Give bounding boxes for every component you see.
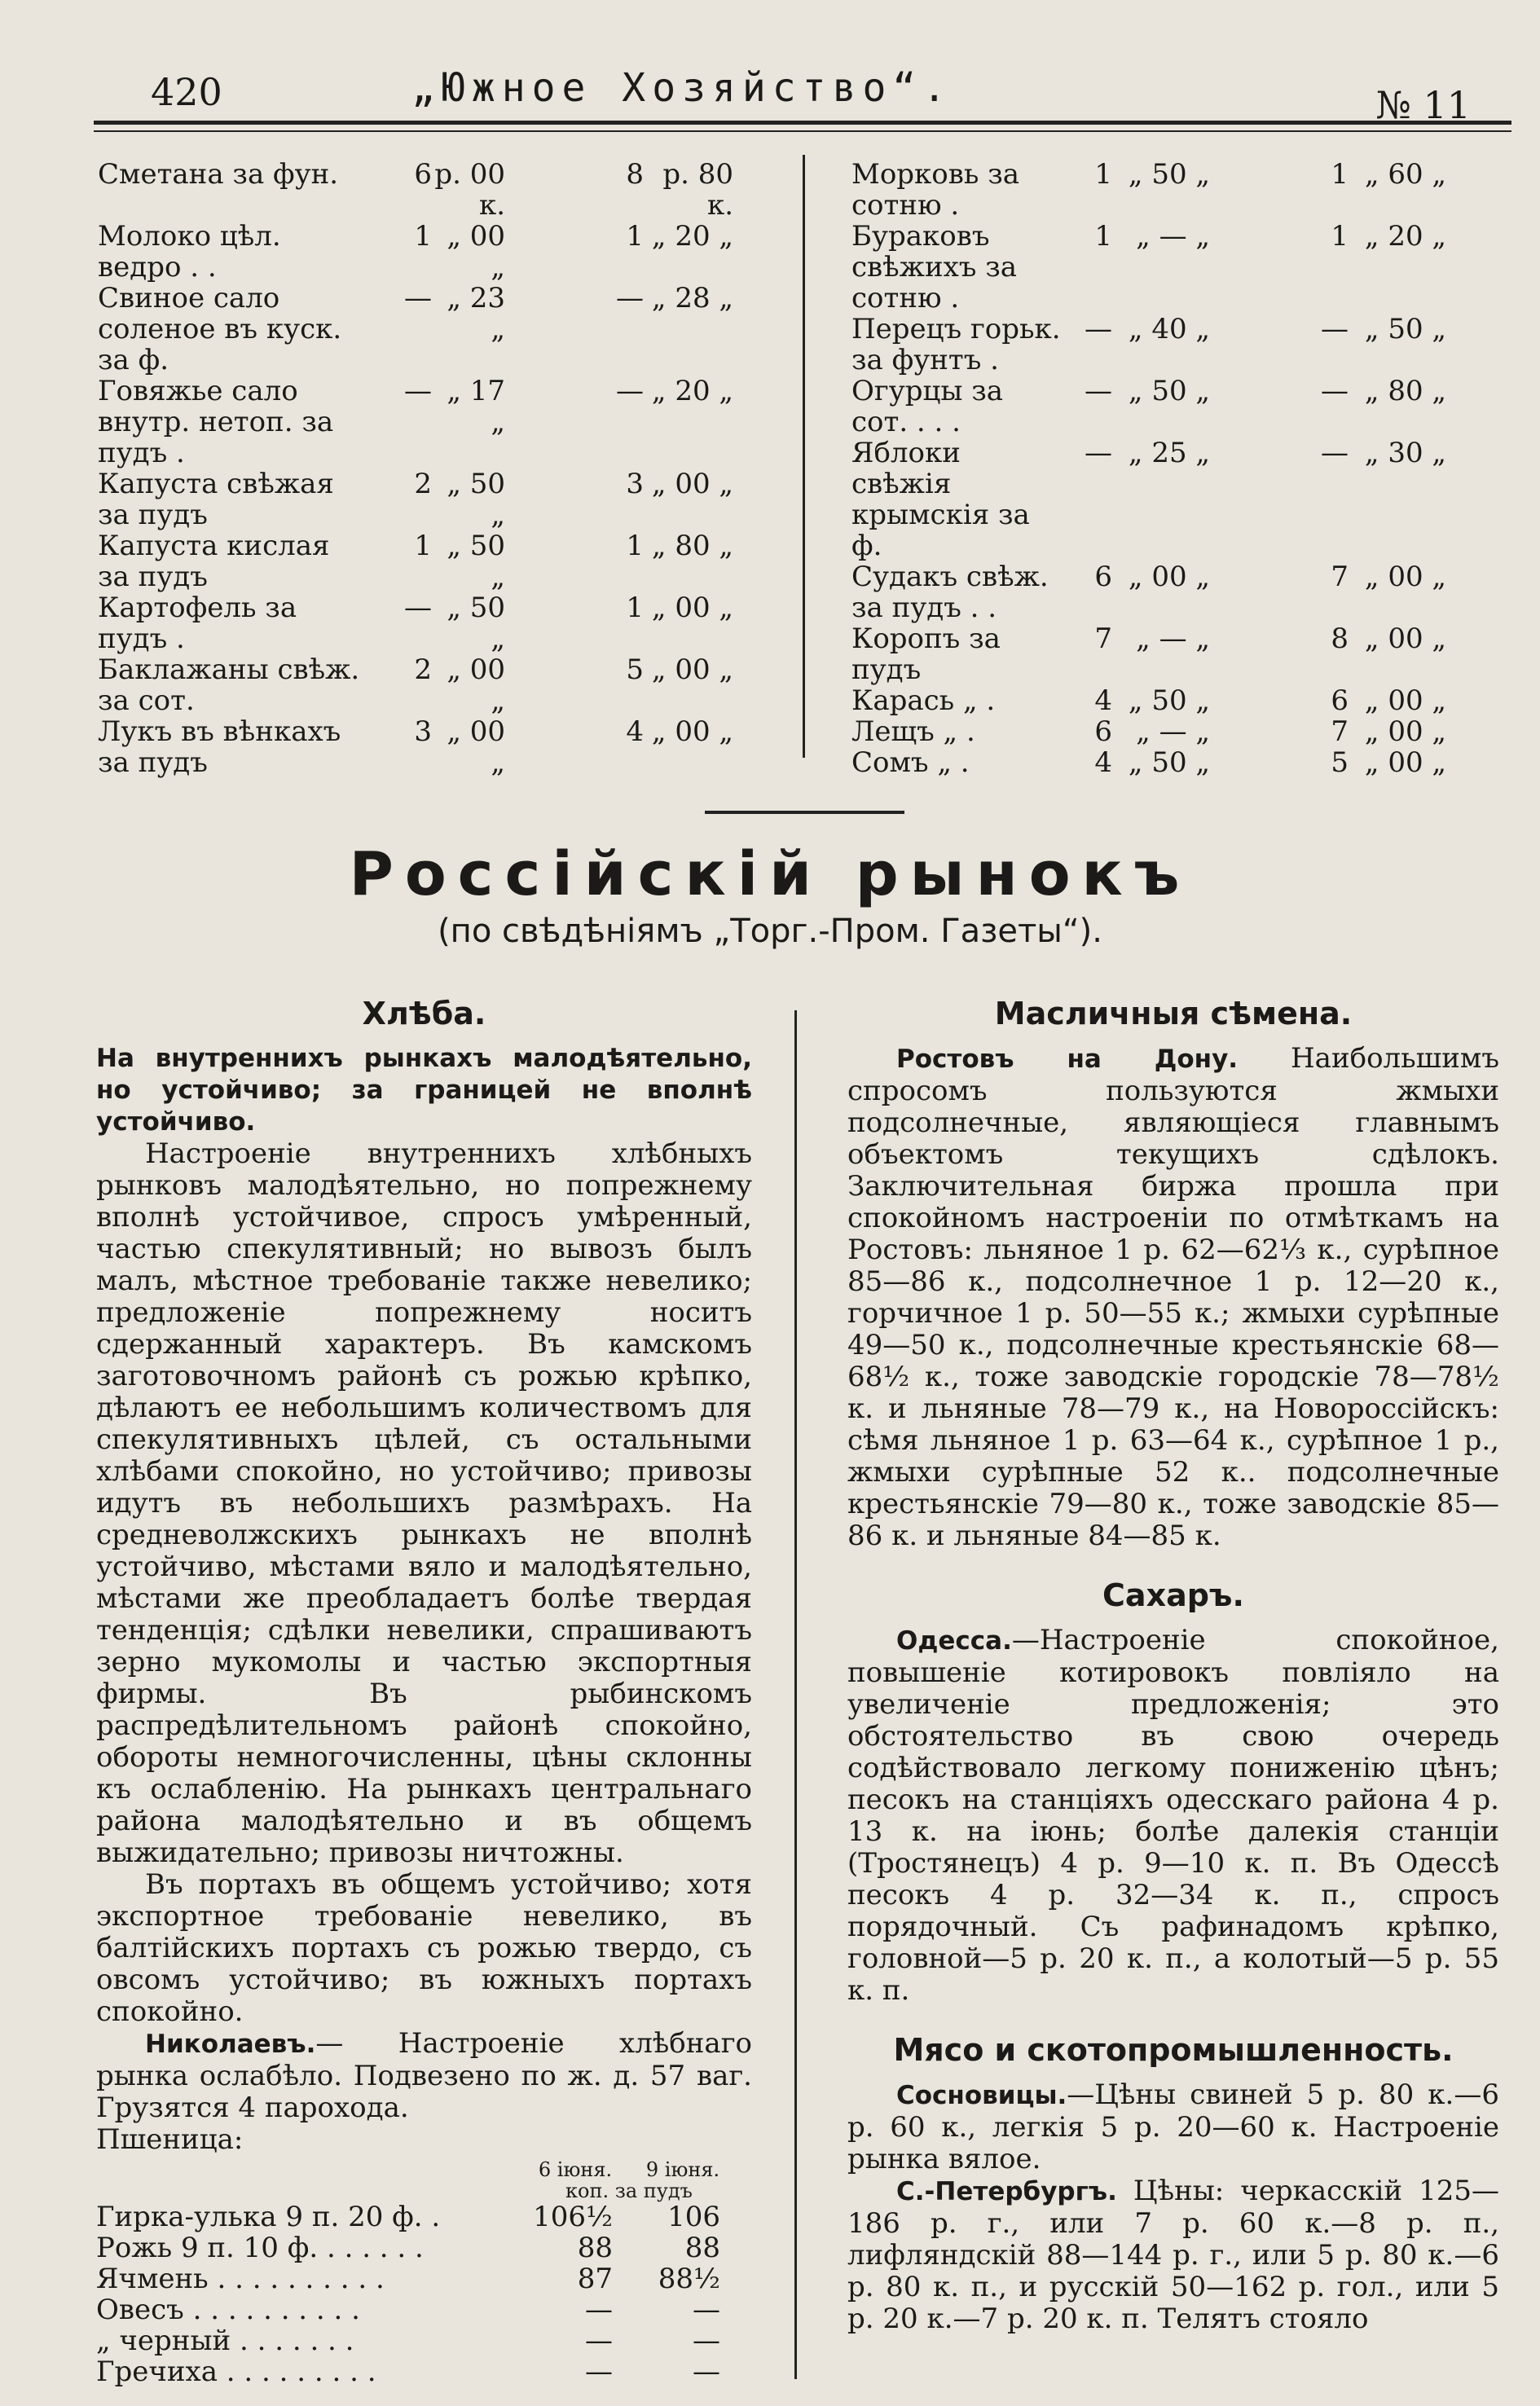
table-cell-v1: — <box>585 2355 613 2388</box>
price-value-a: 7 <box>1094 622 1112 655</box>
price-item-name: Говяжье сало внутр. нетоп. за пудъ . <box>98 375 334 469</box>
price-value-b: „ — „ <box>1136 220 1210 253</box>
oilseeds-paragraph <box>847 1043 1499 1552</box>
oilseeds-text: Наибольшимъ спросомъ пользуются жмыхи подсолнечные, являющіеся главнымъ объектомъ текущихъ сдѣлокъ. Заключительная биржа прошла при спокойномъ настроеніи по отмѣткамъ на Ростовъ: льняное 1 р. 62—62⅓ к., сурѣпное 85—86 к., подсолнечное 1 р. 12—20 к., горчичное 1 р. 50—55 к.; жмыхи сурѣпные 49—50 к., подсолнечные крестьянскіе 68—68½ к., тоже заводскіе городскіе 78—78½ к. и льняные 78—79 к., на Новороссійскъ: сѣмя льняное 1 р. 63—64 к., сурѣпное 1 р., жмыхи сурѣпные 52 к.. подсолнечные крестьянскіе 79—80 к., тоже заводскіе 85—86 к. и льняные 84—85 к. <box>847 1042 1500 1552</box>
price-value-a: — <box>1085 313 1112 345</box>
table-cell-v2: 88½ <box>658 2263 720 2295</box>
price-value-c: — <box>1321 375 1349 407</box>
price-item-name: Коропъ за пудъ <box>851 622 1001 686</box>
table-cell-v1: — <box>585 2325 613 2357</box>
main-title: Россiйскiй рынокъ <box>349 839 1191 909</box>
price-row <box>98 592 750 654</box>
grain-paragraph-3 <box>96 2028 752 2124</box>
column-divider-top <box>803 155 805 758</box>
right-articles <box>847 990 1499 2335</box>
table-unit: коп. за пудъ <box>565 2179 693 2202</box>
price-item-name: Капуста кислая за пудъ <box>98 530 330 593</box>
table-cell-v2: — <box>693 2325 720 2357</box>
sugar-text: —Настроеніе спокойное, повышеніе котировокъ повліяло на увеличеніе предложенія; это обстоятельство въ свою очередь содѣйствовало легкому пониженію цѣнъ; песокъ на станціяхъ одесскаго района 4 р. 13 к. на іюнь; болѣе далекія станціи (Тростянецъ) 4 р. 9—10 к. п. Въ Одессѣ песокъ 4 р. 32—34 к. п., спросъ порядочный. Съ рафинадомъ крѣпко, головной—5 р. 20 к. п., а колотый—5 р. 55 к. п. <box>847 1624 1499 2007</box>
sosnovitsy-lead: Сосновицы. <box>896 2081 1067 2110</box>
price-row <box>851 314 1503 376</box>
price-item-name: Перецъ горьк. за фунтъ . <box>851 313 1061 376</box>
price-value-b: „ 50 „ <box>1128 746 1210 779</box>
price-value-d: „ 20 „ <box>651 375 733 407</box>
price-row <box>98 159 750 221</box>
price-value-b: „ 25 „ <box>1128 437 1210 469</box>
table-cell-v2: — <box>693 2355 720 2388</box>
price-value-a: 1 <box>414 530 432 562</box>
price-value-a: 6 <box>414 158 432 191</box>
price-row <box>851 221 1503 314</box>
table-row <box>96 2356 737 2387</box>
journal-title: „Южное Хозяйство“. <box>411 65 953 111</box>
price-value-a: — <box>404 282 432 314</box>
price-value-b: „ 17 „ <box>447 375 505 438</box>
price-value-d: „ 00 „ <box>1364 684 1446 717</box>
price-value-d: „ 00 „ <box>651 653 733 686</box>
price-value-c: 1 <box>1331 158 1349 191</box>
price-value-a: — <box>1085 375 1112 407</box>
price-value-a: 6 <box>1094 715 1112 748</box>
price-value-d: „ 00 „ <box>651 592 733 624</box>
price-value-c: 1 <box>626 592 644 624</box>
price-row <box>98 468 750 530</box>
table-cell-v2: 88 <box>684 2232 720 2264</box>
grain-heading: Хлѣба. <box>362 996 486 1031</box>
table-cell-v1: 88 <box>577 2232 613 2264</box>
price-value-b: „ 50 „ <box>1128 375 1210 407</box>
sugar-heading: Сахаръ. <box>1102 1577 1244 1613</box>
petersburg-lead: С.-Петербургъ. <box>896 2177 1117 2206</box>
price-value-c: 6 <box>1331 684 1349 717</box>
price-row <box>98 716 750 778</box>
grain-lead: На внутреннихъ рынкахъ малодѣятельно, но устойчиво; за границей не вполнѣ устойчиво. <box>96 1044 752 1137</box>
price-value-b: „ 50 „ <box>447 468 505 531</box>
column-divider-bottom <box>794 1010 797 2379</box>
meat-text-2: Цѣны: черкасскій 125—186 р. г., или 7 р. 60 к.—8 р. п., лифляндскій 88—144 р. г., или 5 р. 80 к.—6 р. 80 к. п., и русскій 50—162 р. гол., или 5 р. 20 к.—7 р. 20 к. п. Телятъ стояло <box>847 2175 1499 2335</box>
price-item-name: Морковь за сотню . <box>851 158 1020 222</box>
price-value-c: — <box>1321 313 1349 345</box>
price-value-a: — <box>404 375 432 407</box>
price-value-b: „ 50 „ <box>1128 158 1210 191</box>
price-value-c: — <box>616 375 644 407</box>
price-value-b: „ 40 „ <box>1128 313 1210 345</box>
price-value-b: „ 50 „ <box>447 592 505 655</box>
price-value-b: „ 00 „ <box>447 715 505 779</box>
price-value-a: 1 <box>414 220 432 253</box>
price-value-b: „ 50 „ <box>1128 684 1210 717</box>
table-cell-name: „ черный . . . . . . . <box>96 2325 354 2357</box>
price-value-c: 5 <box>1331 746 1349 779</box>
table-row <box>96 2201 737 2232</box>
table-cell-name: Гирка-улька 9 п. 20 ф. . <box>96 2201 441 2233</box>
price-row <box>98 530 750 592</box>
price-item-name: Капуста свѣжая за пудъ <box>98 468 334 531</box>
page-number: 420 <box>151 70 222 114</box>
price-value-d: „ 00 „ <box>1364 561 1446 593</box>
price-row <box>98 283 750 376</box>
header-rule <box>94 121 1511 132</box>
price-row <box>851 747 1503 778</box>
price-item-name: Лещъ „ . <box>851 715 975 748</box>
price-list-left <box>98 159 750 778</box>
price-item-name: Свиное сало соленое въ куск. за ф. <box>98 282 342 376</box>
price-value-c: 7 <box>1331 561 1349 593</box>
price-value-d: р. 80 к. <box>662 158 733 222</box>
nikolaev-text: — Настроеніе хлѣбнаго рынка ослабѣло. Подвезено по ж. д. 57 ваг. Грузятся 4 парохода. <box>96 2027 752 2124</box>
price-item-name: Судакъ свѣж. за пудъ . . <box>851 561 1049 624</box>
price-item-name: Бураковъ свѣжихъ за сотню . <box>851 220 1018 314</box>
rostov-lead: Ростовъ на Дону. <box>896 1045 1239 1074</box>
price-item-name: Сомъ „ . <box>851 746 970 779</box>
odessa-lead: Одесса. <box>896 1626 1012 1656</box>
table-cell-v1: 87 <box>577 2263 613 2295</box>
price-value-d: „ 00 „ <box>1364 715 1446 748</box>
price-value-a: — <box>404 592 432 624</box>
price-value-c: 8 <box>626 158 644 191</box>
price-value-d: „ 28 „ <box>651 282 733 314</box>
table-row <box>96 2232 737 2263</box>
table-col-date-2: 9 іюня. <box>645 2158 720 2181</box>
price-value-a: 1 <box>1094 158 1112 191</box>
price-value-c: 7 <box>1331 715 1349 748</box>
price-value-d: „ 00 „ <box>1364 622 1446 655</box>
price-value-c: 8 <box>1331 622 1349 655</box>
price-value-c: 1 <box>626 220 644 253</box>
price-item-name: Картофель за пудъ . <box>98 592 297 655</box>
price-value-c: 1 <box>1331 220 1349 253</box>
price-value-b: „ 23 „ <box>447 282 505 345</box>
page-header <box>151 65 1471 127</box>
price-value-b: р. 00 к. <box>434 158 505 222</box>
price-value-d: „ 60 „ <box>1364 158 1446 191</box>
price-value-d: „ 20 „ <box>1364 220 1446 253</box>
table-row <box>96 2294 737 2325</box>
meat-paragraph-2 <box>847 2175 1499 2335</box>
price-item-name: Молоко цѣл. ведро . . <box>98 220 281 284</box>
price-value-a: 4 <box>1094 746 1112 779</box>
table-cell-name: Овесъ . . . . . . . . . . <box>96 2294 360 2326</box>
price-row <box>851 438 1503 561</box>
issue-number: № 11 <box>1375 83 1471 127</box>
price-value-b: „ — „ <box>1136 622 1210 655</box>
price-value-c: 3 <box>626 468 644 500</box>
price-row <box>851 376 1503 438</box>
table-cell-name: Гречиха . . . . . . . . . <box>96 2355 376 2388</box>
price-value-d: „ 80 „ <box>651 530 733 562</box>
price-value-b: „ 00 „ <box>447 220 505 284</box>
price-value-d: „ 00 „ <box>651 715 733 748</box>
table-cell-v2: — <box>693 2294 720 2326</box>
price-value-d: „ 30 „ <box>1364 437 1446 469</box>
grain-paragraph-1: Настроеніе внутреннихъ хлѣбныхъ рынковъ малодѣятельно, но попрежнему вполнѣ устойчивое, спросъ умѣренный, частью спекулятивный; но вывозъ былъ малъ, мѣстное требованіе также невелико; предложеніе попрежнему носитъ сдержанный характеръ. Въ камскомъ заготовочномъ районѣ съ рожью крѣпко, дѣлаютъ ее небольшимъ количествомъ для спекулятивныхъ цѣлей, съ остальными хлѣбами спокойно, но устойчиво; привозы идутъ въ небольшихъ размѣрахъ. На средневолжскихъ рынкахъ не вполнѣ устойчиво, мѣстами вяло и малодѣятельно, мѣстами же преобладаетъ болѣе твердая тенденція; сдѣлки невелики, спрашиваютъ зерно мукомолы и частью экспортныя фирмы. Въ рыбинскомъ распредѣлительномъ районѣ спокойно, обороты немногочисленны, цѣны склонны къ ослабленію. На рынкахъ центральнаго района малодѣятельно и въ общемъ выжидательно; привозы ничтожны. <box>96 1137 752 1869</box>
price-item-name: Лукъ въ вѣнкахъ за пудъ <box>98 715 341 779</box>
price-value-d: „ 00 „ <box>1364 746 1446 779</box>
price-item-name: Баклажаны свѣж. за сот. <box>98 653 360 717</box>
price-value-b: „ 50 „ <box>447 530 505 593</box>
price-value-a: 6 <box>1094 561 1112 593</box>
grain-paragraph-2: Въ портахъ въ общемъ устойчиво; хотя экспортное требованіе невелико, въ балтійскихъ портахъ съ рожью твердо, съ овсомъ устойчиво; въ южныхъ портахъ спокойно. <box>96 1868 752 2028</box>
table-col-date-1: 6 іюня. <box>538 2158 613 2181</box>
price-item-name: Огурцы за сот. . . . <box>851 375 1004 438</box>
price-value-c: 4 <box>626 715 644 748</box>
price-value-a: 4 <box>1094 684 1112 717</box>
price-row <box>98 376 750 468</box>
table-cell-name: Рожь 9 п. 10 ф. . . . . . . <box>96 2232 424 2264</box>
meat-heading: Мясо и скотопромышленность. <box>893 2032 1454 2068</box>
table-cell-v1: 106½ <box>533 2201 613 2233</box>
nikolaev-lead: Николаевъ. <box>145 2030 316 2059</box>
table-row <box>96 2325 737 2356</box>
table-row <box>96 2263 737 2294</box>
price-row <box>851 685 1503 716</box>
price-item-name: Яблоки свѣжія крымскія за ф. <box>851 437 1030 562</box>
grain-price-table <box>96 2159 737 2387</box>
price-value-a: 2 <box>414 653 432 686</box>
meat-paragraph-1 <box>847 2079 1499 2175</box>
grain-article <box>96 990 752 2387</box>
sugar-paragraph <box>847 1625 1499 2007</box>
price-value-d: „ 50 „ <box>1364 313 1446 345</box>
price-row <box>851 159 1503 221</box>
main-subtitle: (по свѣдѣніямъ „Торг.-Пром. Газеты“). <box>438 913 1102 950</box>
wheat-label: Пшеница: <box>96 2123 244 2156</box>
price-value-b: „ 00 „ <box>447 653 505 717</box>
price-value-a: — <box>1085 437 1112 469</box>
price-row <box>851 561 1503 623</box>
table-cell-v2: 106 <box>667 2201 720 2233</box>
price-value-c: 5 <box>626 653 644 686</box>
price-value-a: 2 <box>414 468 432 500</box>
price-row <box>98 654 750 716</box>
price-value-a: 1 <box>1094 220 1112 253</box>
meat-text-1: —Цѣны свиней 5 р. 80 к.—6 р. 60 к., легкія 5 р. 20—60 к. Настроеніе рынка вялое. <box>847 2078 1499 2175</box>
section-separator <box>705 811 904 814</box>
price-value-c: — <box>1321 437 1349 469</box>
price-value-d: „ 00 „ <box>651 468 733 500</box>
price-row <box>851 716 1503 747</box>
price-value-a: 3 <box>414 715 432 748</box>
price-value-b: „ 00 „ <box>1128 561 1210 593</box>
price-value-c: 1 <box>626 530 644 562</box>
price-value-c: — <box>616 282 644 314</box>
price-item-name: Карась „ . <box>851 684 996 717</box>
price-list-right <box>851 159 1503 778</box>
price-value-d: „ 20 „ <box>651 220 733 253</box>
price-item-name: Сметана за фун. <box>98 158 339 191</box>
price-row <box>851 623 1503 685</box>
oilseeds-heading: Масличныя сѣмена. <box>994 996 1353 1031</box>
table-cell-v1: — <box>585 2294 613 2326</box>
price-value-d: „ 80 „ <box>1364 375 1446 407</box>
price-row <box>98 221 750 283</box>
table-cell-name: Ячмень . . . . . . . . . . <box>96 2263 385 2295</box>
price-value-b: „ — „ <box>1136 715 1210 748</box>
